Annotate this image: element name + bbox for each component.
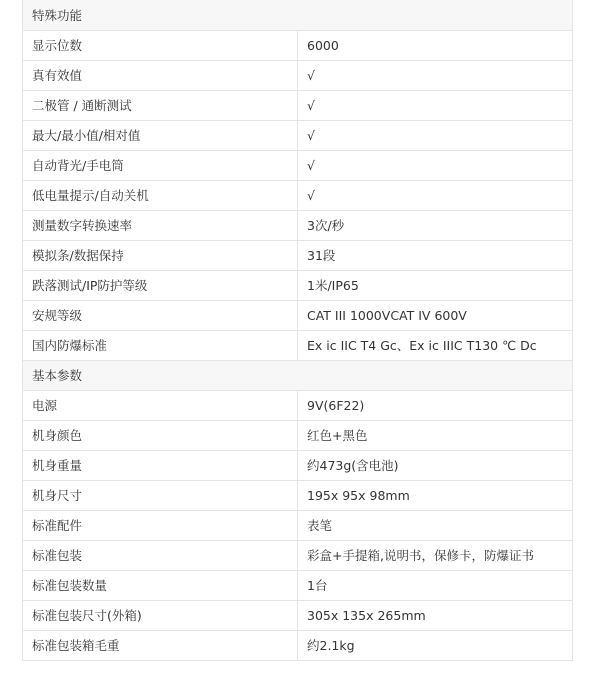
spec-key: 真有效值	[23, 60, 298, 90]
section-title: 特殊功能	[23, 0, 573, 30]
spec-key: 标准包装尺寸(外箱)	[23, 600, 298, 630]
spec-value: √	[298, 180, 573, 210]
table-row	[23, 480, 573, 510]
table-row	[23, 510, 573, 540]
spec-key: 模拟条/数据保持	[23, 240, 298, 270]
spec-key: 电源	[23, 390, 298, 420]
section-header-row	[23, 0, 573, 30]
table-row	[23, 120, 573, 150]
table-row	[23, 330, 573, 360]
spec-value: √	[298, 120, 573, 150]
spec-value: 6000	[298, 30, 573, 60]
table-row	[23, 390, 573, 420]
spec-value: 约2.1kg	[298, 630, 573, 660]
table-row	[23, 60, 573, 90]
table-row	[23, 300, 573, 330]
section-header-row	[23, 360, 573, 390]
spec-key: 自动背光/手电筒	[23, 150, 298, 180]
spec-key: 标准包装数量	[23, 570, 298, 600]
table-row	[23, 240, 573, 270]
spec-value: Ex ic IIC T4 Gc、Ex ic IIIC T130 ℃ Dc	[298, 330, 573, 360]
spec-value: √	[298, 150, 573, 180]
spec-key: 标准包装箱毛重	[23, 630, 298, 660]
table-row	[23, 270, 573, 300]
spec-value: 1台	[298, 570, 573, 600]
spec-value: 1米/IP65	[298, 270, 573, 300]
spec-value: 31段	[298, 240, 573, 270]
spec-value: 305x 135x 265mm	[298, 600, 573, 630]
spec-key: 机身颜色	[23, 420, 298, 450]
spec-value: 9V(6F22)	[298, 390, 573, 420]
spec-value: √	[298, 60, 573, 90]
table-row	[23, 570, 573, 600]
spec-value: 表笔	[298, 510, 573, 540]
spec-value: 3次/秒	[298, 210, 573, 240]
spec-key: 安规等级	[23, 300, 298, 330]
table-row	[23, 450, 573, 480]
table-row	[23, 30, 573, 60]
spec-key: 机身重量	[23, 450, 298, 480]
section-title: 基本参数	[23, 360, 573, 390]
table-row	[23, 150, 573, 180]
spec-value: √	[298, 90, 573, 120]
spec-table	[22, 0, 573, 661]
spec-key: 跌落测试/IP防护等级	[23, 270, 298, 300]
spec-value: 约473g(含电池)	[298, 450, 573, 480]
spec-key: 机身尺寸	[23, 480, 298, 510]
table-row	[23, 180, 573, 210]
table-row	[23, 540, 573, 570]
spec-key: 低电量提示/自动关机	[23, 180, 298, 210]
spec-value: 红色+黑色	[298, 420, 573, 450]
spec-value: 195x 95x 98mm	[298, 480, 573, 510]
spec-key: 显示位数	[23, 30, 298, 60]
spec-key: 标准包装	[23, 540, 298, 570]
spec-key: 测量数字转换速率	[23, 210, 298, 240]
spec-value: CAT III 1000VCAT IV 600V	[298, 300, 573, 330]
table-row	[23, 420, 573, 450]
table-row	[23, 600, 573, 630]
table-row	[23, 630, 573, 660]
spec-key: 国内防爆标准	[23, 330, 298, 360]
table-row	[23, 210, 573, 240]
spec-key: 二极管 / 通断测试	[23, 90, 298, 120]
spec-table-body	[23, 0, 573, 660]
spec-key: 最大/最小值/相对值	[23, 120, 298, 150]
spec-key: 标准配件	[23, 510, 298, 540]
table-row	[23, 90, 573, 120]
spec-value: 彩盒+手提箱,说明书，保修卡，防爆证书	[298, 540, 573, 570]
